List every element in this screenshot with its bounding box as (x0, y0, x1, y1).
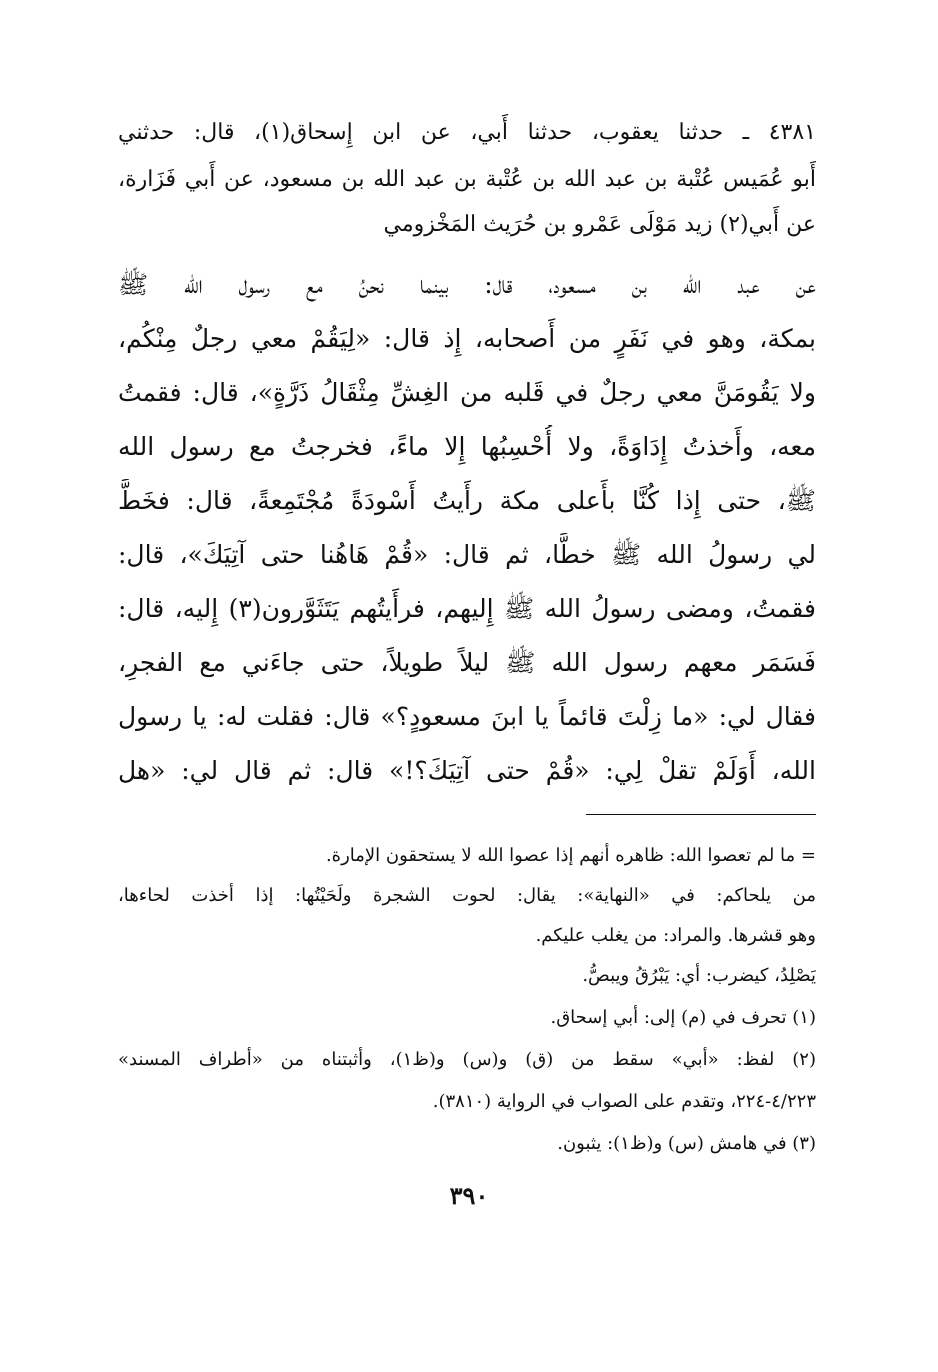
matn-line-10: الله، أَوَلَمْ تقلْ لِي: «قُمْ حتى آتِيَكَ؟!» قال: ثم قال لي: «هل (118, 756, 816, 785)
footnote-1: (١) تحرف في (م) إلى: أبي إسحاق. (550, 1007, 816, 1028)
matn-line-5: ﷺ، حتى إِذا كُنَّا بأَعلى مكة رأَيتُ أَسْودَةً مُجْتَمِعةً، قال: فخَطَّ (118, 486, 816, 515)
footnote-2-continued: ٤/٢٢٣-٢٢٤، وتقدم على الصواب في الرواية (٣٨١٠). (432, 1091, 816, 1112)
footnote-continued-1: = ما لم تعصوا الله: ظاهره أنهم إذا عصوا الله لا يستحقون الإمارة. (325, 845, 816, 866)
footnote-continued-2: من يلحاكم: في «النهاية»: يقال: لحوت الشجرة ولَحَيْتُها: إذا أخذت لحاءها، (118, 885, 816, 906)
page-number: ٣٩٠ (449, 1181, 489, 1210)
isnad-line-2: أَبو عُمَيس عُتْبة بن عبد الله بن عُتْبة بن عبد الله بن مسعود، عن أَبي فَزَارة، (118, 167, 816, 192)
matn-line-6: لي رسولُ الله ﷺ خطًّا، ثم قال: «قُمْ هَاهُنا حتى آتِيَكَ»، قال: (118, 540, 816, 569)
footnote-continued-3: وهو قشرها. والمراد: من يغلب عليكم. (535, 925, 816, 946)
matn-line-2: بمكة، وهو في نَفَرٍ من أَصحابه، إِذ قال: «لِيَقُمْ معي رجلٌ مِنْكُم، (118, 324, 816, 353)
footnote-3: (٣) في هامش (س) و(ظ١): يثبون. (557, 1133, 816, 1154)
matn-line-9: فقال لي: «ما زِلْتَ قائماً يا ابنَ مسعودٍ؟» قال: فقلت له: يا رسول (118, 702, 816, 731)
matn-line-8: فَسَمَر معهم رسول الله ﷺ ليلاً طويلاً، حتى جاءَني مع الفجرِ، (118, 648, 816, 677)
isnad-line-3: عن أَبي(٢) زيد مَوْلَى عَمْرو بن حُرَيث المَخْزومي (383, 212, 816, 237)
matn-line-7: فقمتُ، ومضى رسولُ الله ﷺ إِليهم، فرأَيتُهم يَتَثَوَّرون(٣) إِليه، قال: (118, 594, 816, 623)
matn-line-4: معه، وأَخذتُ إِدَاوَةً، ولا أُحْسِبُها إِلا ماءً، فخرجتُ مع رسول الله (118, 432, 816, 461)
isnad-line-1: ٤٣٨١ ـ حدثنا يعقوب، حدثنا أَبي، عن ابن إِسحاق(١)، قال: حدثني (118, 120, 816, 145)
matn-line-3: ولا يَقُومَنَّ معي رجلٌ في قَلبه من الغِشِّ مِثْقَالُ ذَرَّةٍ»، قال: فقمتُ (118, 378, 816, 407)
footnote-separator (586, 814, 816, 815)
matn-line-1: عن عبد الله بن مسعود، قال: بينما نحنُ مع رسول الله ﷺ (118, 270, 816, 299)
footnote-continued-4: يَصْلِدُ، كيضرب: أي: يَبْرُقُ ويبصُّ. (582, 965, 816, 986)
footnote-2: (٢) لفظ: «أبي» سقط من (ق) و(س) و(ظ١)، وأثبتناه من «أطراف المسند» (118, 1049, 816, 1070)
